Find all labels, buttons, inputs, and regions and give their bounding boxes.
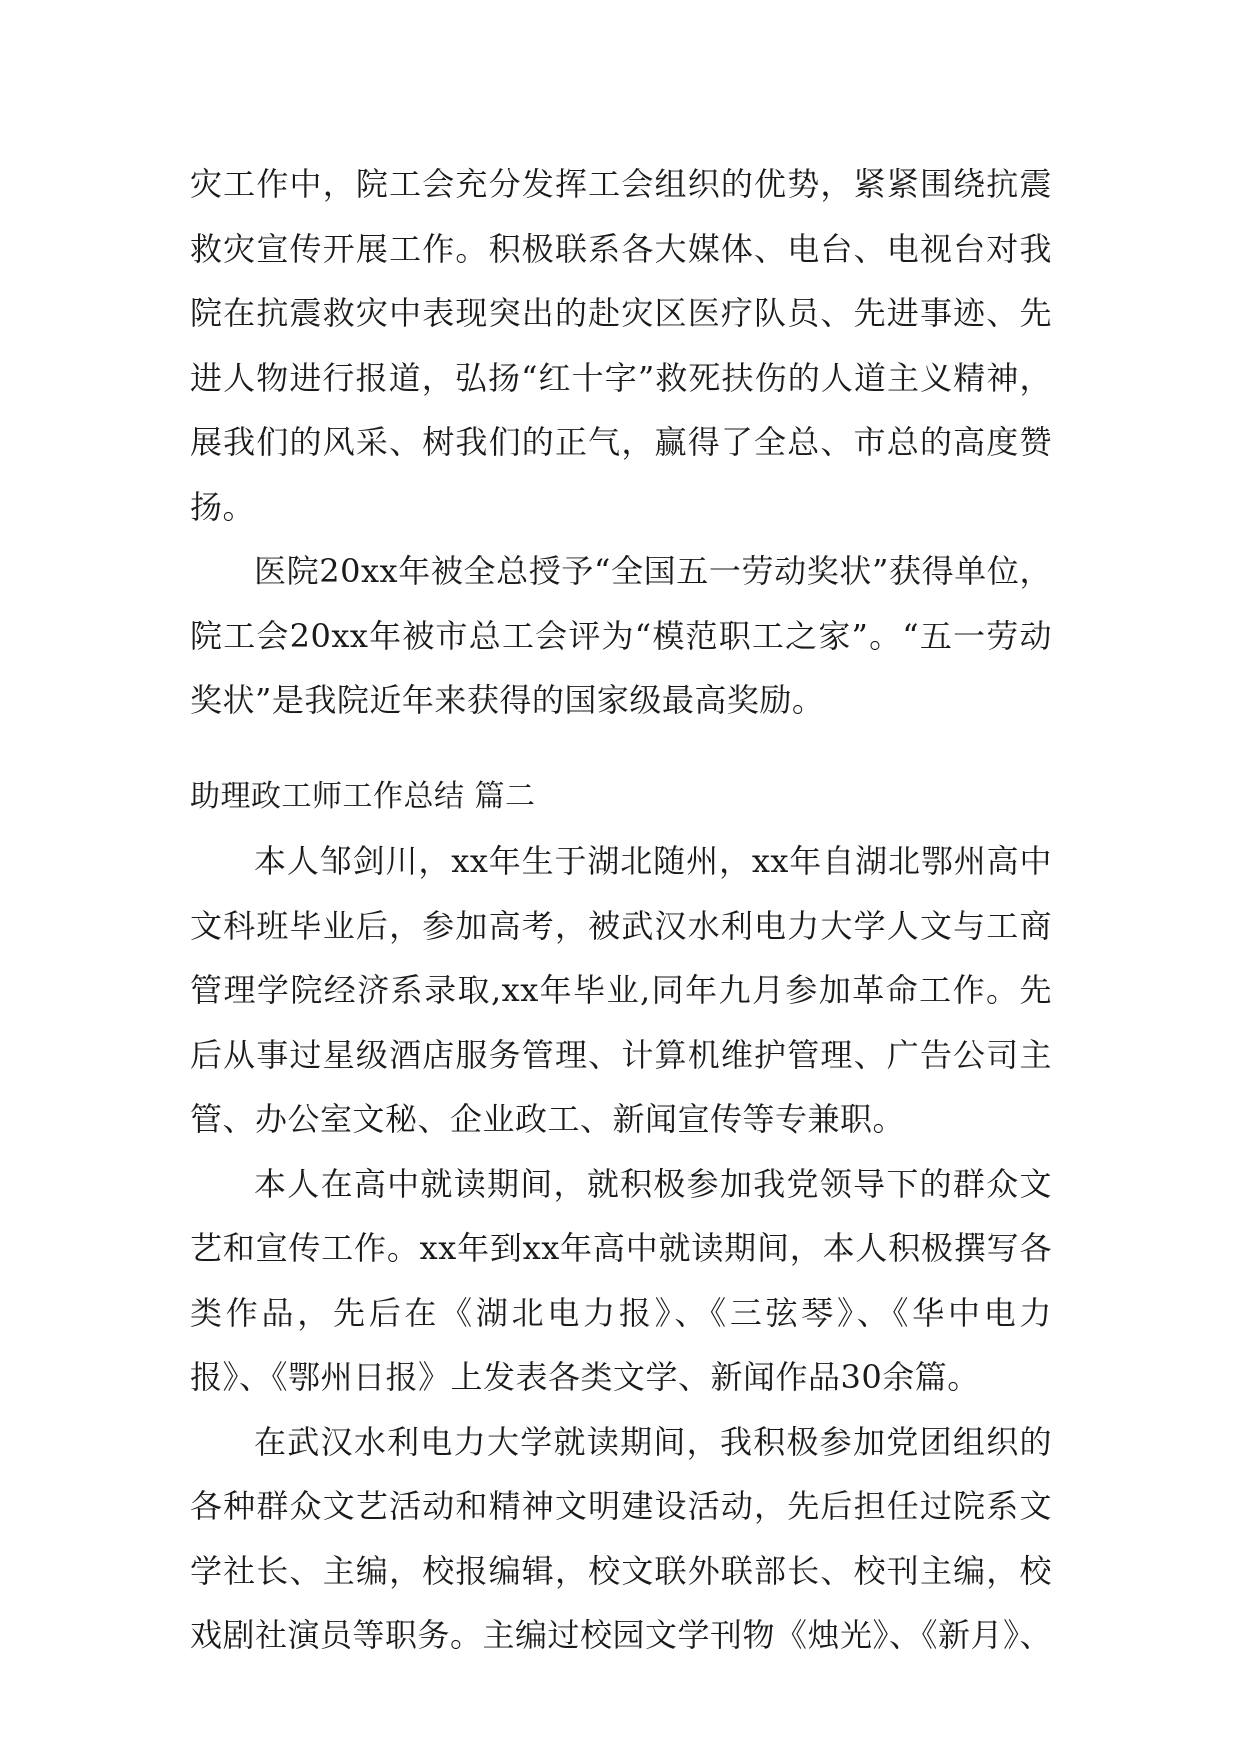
- paragraph-university: 在武汉水利电力大学就读期间，我积极参加党团组织的各种群众文艺活动和精神文明建设活动，先后担任过院系文学社长、主编，校报编辑，校文联外联部长、校刊主编，校戏剧社演员等职务。主编过校园文学刊物《烛光》、《新月》、: [190, 1422, 1053, 1654]
- document-body: [190, 152, 1052, 1668]
- paragraph-high-school: 本人在高中就读期间，就积极参加我党领导下的群众文艺和宣传工作。xx年到xx年高中就读期间，本人积极撰写各类作品，先后在《湖北电力报》、《三弦琴》、《华中电力报》、《鄂州日报》上发表各类文学、新闻作品30余篇。: [190, 1164, 1052, 1396]
- paragraph-continuation: 灾工作中，院工会充分发挥工会组织的优势，紧紧围绕抗震救灾宣传开展工作。积极联系各大媒体、电台、电视台对我院在抗震救灾中表现突出的赴灾区医疗队员、先进事迹、先进人物进行报道，弘扬“红十字”救死扶伤的人道主义精神，展我们的风采、树我们的正气，赢得了全总、市总的高度赞扬。: [190, 165, 1052, 526]
- section-heading: 助理政工师工作总结 篇二: [190, 778, 536, 814]
- paragraph-biography: 本人邹剑川，xx年生于湖北随州，xx年自湖北鄂州高中文科班毕业后，参加高考，被武汉水利电力大学人文与工商管理学院经济系录取,xx年毕业,同年九月参加革命工作。先后从事过星级酒店服务管理、计算机维护管理、广告公司主管、办公室文秘、企业政工、新闻宣传等专兼职。: [190, 842, 1052, 1138]
- paragraph-award: 医院20xx年被全总授予“全国五一劳动奖状”获得单位，院工会20xx年被市总工会评为“模范职工之家”。“五一劳动奖状”是我院近年来获得的国家级最高奖励。: [190, 552, 1052, 719]
